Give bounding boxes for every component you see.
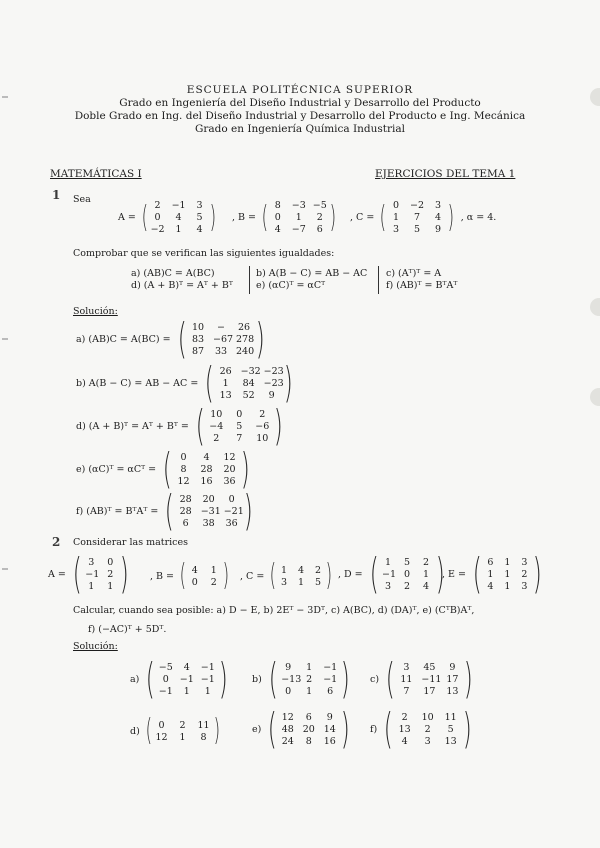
matrix-d-label: , D = xyxy=(338,568,363,580)
matrix-cell: 9 xyxy=(434,224,442,235)
matrix-cell: 0 xyxy=(236,408,243,420)
matrix-a-label: A = xyxy=(118,212,136,223)
matrix-cell: 12 xyxy=(177,475,190,487)
solution-b-label: b) A(B − C) = AB − AC = xyxy=(76,377,199,389)
matrix-cell: −1 xyxy=(158,685,173,697)
matrix-cell: 24 xyxy=(281,735,294,747)
matrix-cell: 7 xyxy=(413,212,421,223)
matrix-cell: −11 xyxy=(421,673,442,685)
matrix-cell: 2 xyxy=(213,432,220,444)
school-name: ESCUELA POLITÉCNICA SUPERIOR xyxy=(186,84,414,96)
matrix-cell: 28 xyxy=(200,463,213,475)
matrix-cell: −67 xyxy=(212,333,234,345)
matrix-cell: 2 xyxy=(306,673,313,685)
matrix-cell: −13 xyxy=(281,673,302,685)
matrix-cell: 3 xyxy=(434,200,442,211)
scan-mark xyxy=(2,338,8,340)
matrix-cell: −5 xyxy=(158,661,173,673)
degree-line-3: Grado en Ingeniería Química Industrial xyxy=(194,123,406,135)
matrix-cell: 83 xyxy=(191,333,205,345)
matrix-cell: 10 xyxy=(256,432,269,444)
ex2-solution-f: f) ( 2 10 11 13 2 5 4 3 13 ) xyxy=(370,704,472,753)
matrix-cell: −21 xyxy=(223,505,244,517)
matrix-cell: 10 xyxy=(191,321,205,333)
binder-hole xyxy=(590,388,600,406)
matrix-cell: 20 xyxy=(202,493,215,505)
subject-title: MATEMÁTICAS I xyxy=(50,168,142,180)
matrix-cell: 16 xyxy=(200,475,213,487)
solution-e-label: e) (αC)ᵀ = αCᵀ = xyxy=(76,463,157,475)
matrix-cell: 3 xyxy=(424,735,431,747)
matrix-cell: 14 xyxy=(323,723,336,735)
solution-a-label: a) (AB)C = A(BC) = xyxy=(76,333,171,345)
matrix-cell: 33 xyxy=(214,345,228,357)
matrix-cell: −1 xyxy=(323,661,338,673)
matrix-cell: 1 xyxy=(306,661,313,673)
matrix-cell: −1 xyxy=(323,673,338,685)
ex2-solution-e: e) ( 12 6 9 48 20 14 24 8 16 ) xyxy=(252,704,350,753)
matrix-cell: 5 xyxy=(404,556,411,568)
ex2-solution-c: c) ( 3 45 9 11 −11 17 7 17 13 ) xyxy=(370,654,474,703)
ex1-solution-e: e) (αC)ᵀ = αCᵀ = ( 0 4 12 8 28 20 12 16 36 ) xyxy=(76,444,251,493)
matrix-cell: 5 xyxy=(447,723,454,735)
matrix-cell: 3 xyxy=(521,580,528,592)
ex2-solution-b: b) ( 9 1 −1 −13 2 −1 0 1 6 ) xyxy=(252,654,350,703)
ex1-solution-a: a) (AB)C = A(BC) = ( 10 − 26 83 −67 278 87 33 240 ) xyxy=(76,314,265,363)
matrix-cell: 0 xyxy=(158,719,165,731)
matrix-cell: 6 xyxy=(487,556,494,568)
ex2-solution-a: a) ( −5 4 −1 0 −1 −1 −1 1 1 ) xyxy=(130,654,228,703)
matrix-a-label: A = xyxy=(48,568,66,580)
solution-f-label: f) (AB)ᵀ = BᵀAᵀ = xyxy=(76,505,159,517)
solution-d-label: d) (A + B)ᵀ = Aᵀ + Bᵀ = xyxy=(76,420,189,432)
matrix-cell: 20 xyxy=(302,723,315,735)
solution-d-label: d) xyxy=(130,725,140,737)
matrix-cell: 13 xyxy=(444,735,457,747)
matrix-cell: 13 xyxy=(398,723,411,735)
matrix-cell: 0 xyxy=(228,493,235,505)
matrix-cell: 1 xyxy=(204,685,211,697)
matrix-cell: −7 xyxy=(291,224,306,235)
degree-line-1: Grado en Ingeniería del Diseño Industrial y Desarrollo del Producto xyxy=(119,97,481,109)
solution-c-label: c) xyxy=(370,673,380,685)
matrix-cell: 0 xyxy=(392,200,400,211)
matrix-cell: 12 xyxy=(281,711,294,723)
matrix-cell: 7 xyxy=(403,685,410,697)
matrix-cell: 1 xyxy=(295,212,302,223)
matrix-cell: 28 xyxy=(179,505,192,517)
matrix-cell: 1 xyxy=(504,568,511,580)
matrix-cell: 5 xyxy=(413,224,421,235)
ex2-prompt-2: f) (−AC)ᵀ + 5Dᵀ. xyxy=(88,624,167,635)
matrix-cell: 4 xyxy=(175,212,182,223)
matrix-cell: 4 xyxy=(297,564,305,576)
identity-c: c) (Aᵀ)ᵀ = A xyxy=(386,268,442,279)
matrix-cell: 4 xyxy=(196,224,203,235)
exercise-2-number: 2 xyxy=(52,535,61,549)
matrix-cell: 1 xyxy=(88,580,95,592)
solution-e-label: e) xyxy=(252,723,262,735)
matrix-cell: 0 xyxy=(274,212,281,223)
matrix-cell: 1 xyxy=(423,568,430,580)
solution-a-label: a) xyxy=(130,673,140,685)
ex2-prompt: Calcular, cuando sea posible: a) D − E, b) 2Eᵀ − 3Dᵀ, c) A(BC), d) (DA)ᵀ, e) (CᵀB)Aᵀ, xyxy=(73,605,475,616)
matrix-cell: 2 xyxy=(424,723,431,735)
matrix-cell: 11 xyxy=(197,719,210,731)
matrix-cell: −1 xyxy=(179,673,194,685)
matrix-cell: 4 xyxy=(183,661,190,673)
matrix-cell: 1 xyxy=(504,556,511,568)
matrix-cell: −31 xyxy=(200,505,221,517)
matrix-cell: 8 xyxy=(274,200,281,211)
matrix-cell: 1 xyxy=(385,556,392,568)
matrix-cell: 0 xyxy=(180,451,187,463)
matrix-cell: 4 xyxy=(203,451,210,463)
ex2-matrix-c: , C = ( 1 4 2 3 1 5 ) xyxy=(240,558,333,593)
matrix-cell: 1 xyxy=(210,564,217,576)
matrix-cell: 16 xyxy=(323,735,336,747)
divider xyxy=(378,266,379,294)
ex2-matrix-d: , D = ( 1 5 2 −1 0 1 3 2 4 ) xyxy=(338,549,445,598)
matrix-cell: 3 xyxy=(385,580,392,592)
matrix-cell: 3 xyxy=(88,556,95,568)
matrix-cell: 87 xyxy=(191,345,205,357)
topic-title: EJERCICIOS DEL TEMA 1 xyxy=(375,168,516,180)
matrix-e-label: , E = xyxy=(442,568,466,580)
identity-e: e) (αC)ᵀ = αCᵀ xyxy=(256,280,326,291)
matrix-cell: 5 xyxy=(314,576,322,588)
matrix-cell: 2 xyxy=(401,711,408,723)
matrix-cell: −23 xyxy=(263,365,284,377)
matrix-cell: 10 xyxy=(421,711,434,723)
degree-line-2: Doble Grado en Ing. del Diseño Industrial y Desarrollo del Producto e Ing. Mecánica xyxy=(74,110,526,122)
matrix-cell: 2 xyxy=(521,568,528,580)
matrix-cell: 1 xyxy=(280,564,288,576)
ex1-intro: Sea xyxy=(73,194,91,205)
matrix-cell: −32 xyxy=(240,365,261,377)
matrix-cell: 1 xyxy=(107,580,114,592)
matrix-cell: 12 xyxy=(223,451,236,463)
matrix-cell: 12 xyxy=(155,731,168,743)
matrix-cell: 4 xyxy=(487,580,494,592)
matrix-cell: 13 xyxy=(446,685,459,697)
ex1-matrix-c: , C = ( 0 −2 3 1 7 4 3 5 9 ) , α = 4. xyxy=(350,199,497,235)
matrix-cell: 11 xyxy=(444,711,457,723)
matrix-cell: 9 xyxy=(268,389,275,401)
matrix-cell: 4 xyxy=(434,212,442,223)
matrix-cell: 1 xyxy=(504,580,511,592)
matrix-cell: 52 xyxy=(242,389,255,401)
matrix-cell: 10 xyxy=(210,408,223,420)
matrix-cell: 9 xyxy=(449,661,456,673)
matrix-cell: 1 xyxy=(306,685,313,697)
matrix-cell: −6 xyxy=(255,420,270,432)
matrix-cell: 2 xyxy=(259,408,266,420)
matrix-cell: −1 xyxy=(200,673,215,685)
matrix-b-label: , B = xyxy=(150,570,175,582)
ex2-matrix-e: , E = ( 6 1 3 1 1 2 4 1 3 ) xyxy=(442,549,543,598)
ex2-matrix-b: , B = ( 4 1 0 2 ) xyxy=(150,558,229,593)
matrix-cell: 1 xyxy=(175,224,182,235)
identity-a: a) (AB)C = A(BC) xyxy=(131,268,215,279)
matrix-cell: 0 xyxy=(285,685,292,697)
matrix-cell: 36 xyxy=(225,517,238,529)
matrix-cell: 1 xyxy=(297,576,305,588)
matrix-cell: 2 xyxy=(316,212,323,223)
ex1-matrix-a: A = ( 2 −1 3 0 4 5 −2 1 4 ) xyxy=(118,199,216,235)
matrix-cell: −1 xyxy=(171,200,186,211)
matrix-cell: 6 xyxy=(327,685,334,697)
matrix-cell: 278 xyxy=(235,333,255,345)
matrix-cell: 2 xyxy=(154,200,161,211)
matrix-cell: 3 xyxy=(280,576,288,588)
ex1-solution-title: Solución: xyxy=(73,306,118,317)
matrix-cell: 4 xyxy=(423,580,430,592)
matrix-cell: 36 xyxy=(223,475,236,487)
matrix-cell: 38 xyxy=(202,517,215,529)
matrix-cell: 5 xyxy=(236,420,243,432)
matrix-cell: 2 xyxy=(210,576,217,588)
matrix-cell: 240 xyxy=(235,345,255,357)
exercise-1-number: 1 xyxy=(52,188,61,202)
ex2-intro: Considerar las matrices xyxy=(73,537,188,548)
identities-col-2 xyxy=(256,268,367,292)
matrix-cell: −23 xyxy=(263,377,284,389)
matrix-cell: 0 xyxy=(107,556,114,568)
matrix-cell: 20 xyxy=(223,463,236,475)
solution-b-label: b) xyxy=(252,673,262,685)
matrix-cell: 0 xyxy=(154,212,161,223)
matrix-cell: 45 xyxy=(423,661,436,673)
matrix-cell: 1 xyxy=(487,568,494,580)
alpha-value: , α = 4. xyxy=(460,212,497,223)
matrix-cell: 28 xyxy=(179,493,192,505)
matrix-b-label: , B = xyxy=(232,212,257,223)
matrix-cell: 3 xyxy=(403,661,410,673)
ex1-solution-f: f) (AB)ᵀ = BᵀAᵀ = ( 28 20 0 28 −31 −21 6 38 36 ) xyxy=(76,486,253,535)
matrix-cell: 0 xyxy=(191,576,198,588)
matrix-cell: −2 xyxy=(410,200,425,211)
matrix-cell: −1 xyxy=(85,568,100,580)
matrix-cell: 2 xyxy=(314,564,322,576)
matrix-cell: 6 xyxy=(316,224,323,235)
ex1-solution-d: d) (A + B)ᵀ = Aᵀ + Bᵀ = ( 10 0 2 −4 5 −6 2 7 10 ) xyxy=(76,401,283,450)
matrix-cell: 1 xyxy=(183,685,190,697)
matrix-cell: 1 xyxy=(222,377,229,389)
matrix-cell: 2 xyxy=(179,719,186,731)
identities-col-3 xyxy=(386,268,457,292)
matrix-cell: 3 xyxy=(392,224,400,235)
matrix-cell: 2 xyxy=(107,568,114,580)
ex1-prompt: Comprobar que se verifican las siguientes igualdades: xyxy=(73,248,335,259)
matrix-cell: 3 xyxy=(521,556,528,568)
matrix-cell: 8 xyxy=(180,463,187,475)
matrix-cell: 48 xyxy=(281,723,294,735)
ex1-solution-b: b) A(B − C) = AB − AC = ( 26 −32 −23 1 84 −23 13 52 9 ) xyxy=(76,358,293,407)
ex2-matrix-a: A = ( 3 0 −1 2 1 1 ) xyxy=(48,549,129,598)
matrix-cell: 5 xyxy=(196,212,203,223)
matrix-cell: −1 xyxy=(200,661,215,673)
matrix-cell: 1 xyxy=(392,212,400,223)
matrix-cell: 1 xyxy=(179,731,186,743)
matrix-cell: 8 xyxy=(200,731,207,743)
matrix-cell: 3 xyxy=(196,200,203,211)
ex2-solution-title: Solución: xyxy=(73,641,118,652)
matrix-cell: −4 xyxy=(209,420,224,432)
matrix-cell: −2 xyxy=(150,224,165,235)
matrix-cell: 26 xyxy=(237,321,251,333)
matrix-cell: 17 xyxy=(446,673,459,685)
matrix-cell: 11 xyxy=(400,673,413,685)
matrix-cell: 9 xyxy=(285,661,292,673)
matrix-cell: 9 xyxy=(326,711,333,723)
identity-d: d) (A + B)ᵀ = Aᵀ + Bᵀ xyxy=(131,280,233,291)
ex2-solution-d: d) ( 0 2 11 12 1 8 ) xyxy=(130,713,220,748)
matrix-cell: 4 xyxy=(191,564,198,576)
identities-col-1 xyxy=(131,268,233,292)
matrix-cell: 4 xyxy=(401,735,408,747)
matrix-cell: 13 xyxy=(219,389,232,401)
identity-f: f) (AB)ᵀ = BᵀAᵀ xyxy=(386,280,458,291)
matrix-cell: −1 xyxy=(382,568,397,580)
matrix-cell: 4 xyxy=(274,224,281,235)
matrix-cell: 0 xyxy=(404,568,411,580)
divider xyxy=(249,266,250,294)
identity-b: b) A(B − C) = AB − AC xyxy=(256,268,368,279)
matrix-cell: − xyxy=(217,321,225,333)
matrix-cell: −3 xyxy=(291,200,306,211)
matrix-cell: 6 xyxy=(305,711,312,723)
binder-hole xyxy=(590,298,600,316)
matrix-cell: 84 xyxy=(242,377,255,389)
matrix-cell: 0 xyxy=(162,673,169,685)
matrix-c-label: , C = xyxy=(350,212,375,223)
matrix-cell: 26 xyxy=(219,365,232,377)
matrix-cell: 7 xyxy=(236,432,243,444)
matrix-cell: 2 xyxy=(404,580,411,592)
matrix-cell: 6 xyxy=(182,517,189,529)
matrix-cell: 2 xyxy=(423,556,430,568)
solution-f-label: f) xyxy=(370,723,378,735)
matrix-c-label: , C = xyxy=(240,570,265,582)
scan-mark xyxy=(2,568,8,570)
matrix-cell: 8 xyxy=(305,735,312,747)
matrix-cell: −5 xyxy=(312,200,327,211)
ex1-matrix-b: , B = ( 8 −3 −5 0 1 2 4 −7 6 ) xyxy=(232,199,336,235)
matrix-cell: 17 xyxy=(423,685,436,697)
